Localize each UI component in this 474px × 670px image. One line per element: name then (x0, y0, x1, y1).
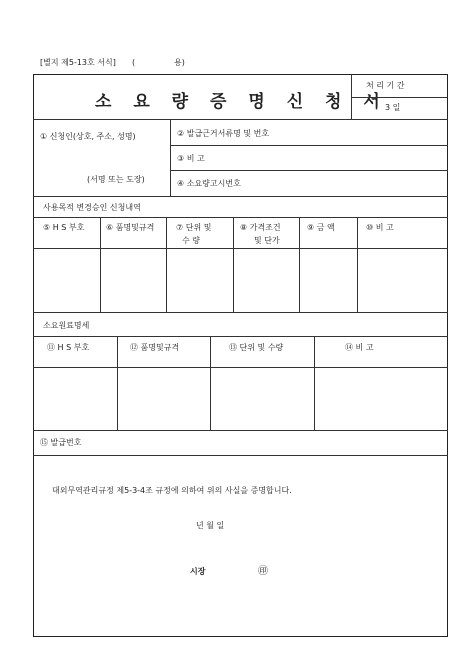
section1-col-5 (357, 217, 358, 312)
section1-head-bottom (33, 248, 448, 249)
seal-note: (서명 또는 도장) (87, 175, 145, 184)
section2-head-top (33, 336, 448, 337)
s1-unit-qty-header-1: ⑦ 단위 및 (176, 223, 212, 232)
applicant-label: ① 신청인(상호, 주소, 성명) (40, 132, 136, 141)
s2-unit-qty-header: ⑬ 단위 및 수량 (229, 343, 284, 352)
s2-hs-header: ⑪ H S 부호 (47, 343, 90, 352)
processing-period-label: 처 리 기 간 (366, 81, 405, 90)
s1-item-header: ⑥ 품명및규격 (106, 223, 155, 232)
paren-open: ( (132, 58, 136, 67)
row-divider-1 (33, 119, 448, 120)
s1-price-header-2: 및 단가 (254, 236, 280, 245)
issue-no-label: ⑮ 발급번호 (40, 438, 82, 447)
section1-head-top (33, 217, 448, 218)
applicant-row-a (170, 145, 448, 146)
s1-hs-header: ⑤ H S 부호 (43, 223, 85, 232)
row-divider-3 (33, 312, 448, 313)
form-title: 소 요 량 증 명 신 청 서 (95, 92, 388, 112)
seal-icon: ㊞ (258, 566, 268, 577)
form-frame (33, 74, 448, 637)
row-divider-2 (33, 196, 448, 197)
notice-no-label: ④ 소요량고시번호 (177, 179, 241, 188)
section1-col-1 (100, 217, 101, 312)
section1-col-2 (166, 217, 167, 312)
section2-title: 소요원료명세 (43, 321, 90, 330)
section2-col-2 (210, 336, 211, 430)
section1-col-4 (299, 217, 300, 312)
date-line: 년 월 일 (196, 521, 225, 530)
row-divider-5 (33, 455, 448, 456)
section2-head-bottom (33, 367, 448, 368)
certification-statement: 대외무역관리규정 제5-3-4조 규정에 의하여 위의 사실을 증명합니다. (52, 486, 292, 495)
basis-doc-label: ② 발급근거서류명 및 번호 (177, 129, 270, 138)
s1-unit-qty-header-2: 수 량 (182, 236, 200, 245)
applicant-row-b (170, 170, 448, 171)
paper-size-label: 용) (174, 58, 185, 67)
section2-col-1 (117, 336, 118, 430)
remarks-label: ③ 비 고 (177, 154, 205, 163)
s1-price-header-1: ⑧ 가격조건 (240, 223, 281, 232)
form-number: [별지 제5-13호 서식] (40, 58, 116, 67)
section1-col-3 (233, 217, 234, 312)
s2-item-header: ⑫ 품명및규격 (130, 343, 180, 352)
signer-title: 시장 (190, 567, 206, 576)
row-divider-4 (33, 430, 448, 431)
s1-amount-header: ⑨ 금 액 (307, 223, 335, 232)
applicant-divider (170, 119, 171, 196)
s1-remarks-header: ⑩ 비 고 (366, 223, 394, 232)
period-divider (351, 97, 447, 98)
section2-col-3 (314, 336, 315, 430)
s2-remarks-header: ⑭ 비 고 (345, 343, 374, 352)
section1-title: 사용목적 변경승인 신청내역 (43, 203, 141, 212)
processing-period-value: 3 일 (385, 103, 401, 112)
